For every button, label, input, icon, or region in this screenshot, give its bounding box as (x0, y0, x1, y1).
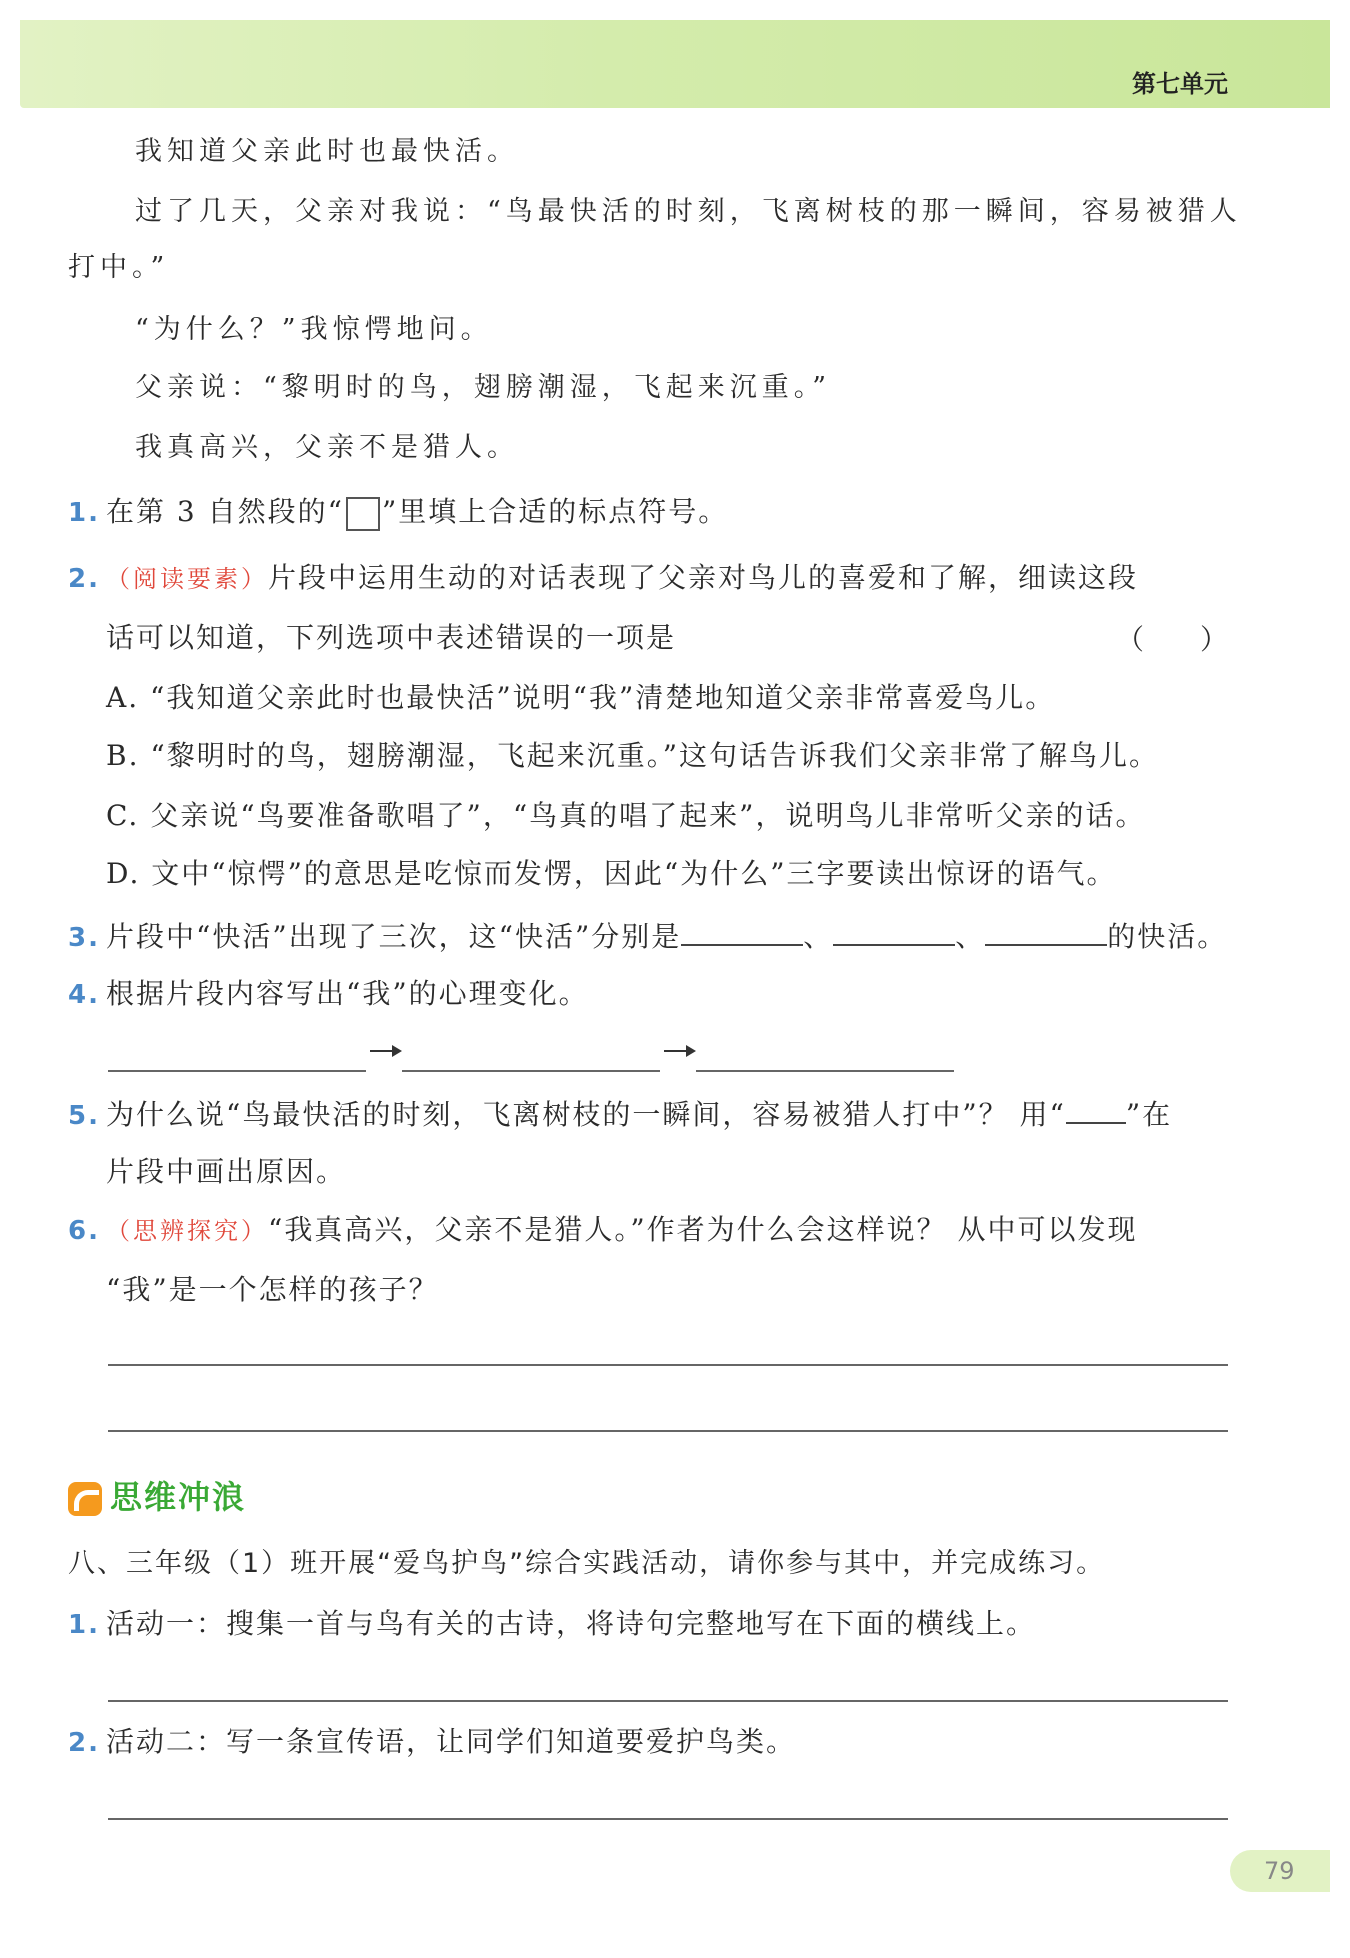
answer-blank[interactable] (681, 914, 803, 946)
separator: 、 (803, 920, 834, 953)
passage-line: 我真高兴，父亲不是猎人。 (135, 432, 519, 463)
punctuation-box[interactable] (346, 497, 380, 531)
question-3 (68, 914, 1227, 958)
answer-line[interactable] (108, 1430, 1228, 1432)
passage-line: 我知道父亲此时也最快活。 (135, 136, 519, 167)
option-a: A. “我知道父亲此时也最快活”说明“我”清楚地知道父亲非常喜爱鸟儿。 (106, 681, 1056, 714)
arrow-right-icon (664, 1050, 692, 1052)
activity-2 (68, 1722, 796, 1763)
question-number: 3. (68, 923, 100, 953)
answer-line[interactable] (108, 1070, 366, 1072)
activity-1 (68, 1604, 1036, 1645)
question-number: 6. (68, 1216, 100, 1246)
question-tag: （思辨探究） (106, 1217, 268, 1245)
question-4 (68, 974, 589, 1015)
question-text: 片段中运用生动的对话表现了父亲对鸟儿的喜爱和了解，细读这段 (268, 561, 1139, 594)
page-number: 79 (1230, 1850, 1330, 1892)
section-title-text: 思维冲浪 (110, 1478, 247, 1516)
question-number: 2. (68, 1728, 100, 1758)
answer-line[interactable] (402, 1070, 660, 1072)
passage-line: 打中。” (68, 252, 170, 283)
question-1 (68, 492, 728, 533)
question-6 (68, 1210, 1138, 1251)
question-text: “我真高兴，父亲不是猎人。”作者为什么会这样说？ 从中可以发现 (268, 1213, 1138, 1246)
option-d: D. 文中“惊愕”的意思是吃惊而发愣，因此“为什么”三字要读出惊讶的语气。 (106, 857, 1117, 890)
answer-blank[interactable] (833, 914, 955, 946)
question-8-title: 八、三年级（1）班开展“爱鸟护鸟”综合实践活动，请你参与其中，并完成练习。 (68, 1548, 1106, 1579)
question-6-line2: “我”是一个怎样的孩子？ (106, 1273, 439, 1306)
section-title (68, 1472, 246, 1518)
passage-line: “为什么？”我惊愕地问。 (135, 314, 493, 345)
answer-line[interactable] (108, 1364, 1228, 1366)
question-text: 片段中“快活”出现了三次，这“快活”分别是 (106, 920, 682, 953)
answer-parentheses[interactable]: （ ） (1115, 623, 1228, 656)
question-5-line2: 片段中画出原因。 (106, 1155, 347, 1188)
question-number: 2. (68, 564, 100, 594)
answer-line[interactable] (108, 1700, 1228, 1702)
question-text: 根据片段内容写出“我”的心理变化。 (106, 977, 589, 1010)
question-tag: （阅读要素） (106, 565, 268, 593)
option-c: C. 父亲说“鸟要准备歌唱了”，“鸟真的唱了起来”，说明鸟儿非常听父亲的话。 (106, 799, 1146, 832)
passage-line: 父亲说：“黎明时的鸟，翅膀潮湿，飞起来沉重。” (135, 372, 832, 403)
question-text: ”里填上合适的标点符号。 (381, 495, 729, 528)
passage-line: 过了几天，父亲对我说：“鸟最快活的时刻，飞离树枝的那一瞬间，容易被猎人 (135, 196, 1242, 227)
question-text: ”在 (1125, 1098, 1173, 1131)
arrow-right-icon (370, 1050, 398, 1052)
question-text: 活动二：写一条宣传语，让同学们知道要爱护鸟类。 (106, 1725, 797, 1758)
question-number: 1. (68, 1610, 100, 1640)
question-text: 的快活。 (1107, 920, 1228, 953)
question-2-line2: 话可以知道，下列选项中表述错误的一项是 (106, 621, 677, 654)
question-5 (68, 1092, 1172, 1136)
question-text: 在第 3 自然段的“ (106, 495, 344, 528)
answer-blank[interactable] (985, 914, 1107, 946)
answer-line[interactable] (108, 1818, 1228, 1820)
question-2 (68, 558, 1138, 599)
question-number: 1. (68, 498, 100, 528)
question-number: 4. (68, 980, 100, 1010)
option-b: B. “黎明时的鸟，翅膀潮湿，飞起来沉重。”这句话告诉我们父亲非常了解鸟儿。 (106, 739, 1160, 772)
question-text: 为什么说“鸟最快活的时刻，飞离树枝的一瞬间，容易被猎人打中”？ 用“ (106, 1098, 1066, 1131)
underline-symbol (1066, 1092, 1126, 1124)
separator: 、 (955, 920, 986, 953)
answer-line[interactable] (696, 1070, 954, 1072)
question-text: 活动一：搜集一首与鸟有关的古诗，将诗句完整地写在下面的横线上。 (106, 1607, 1037, 1640)
wave-icon (68, 1482, 102, 1516)
unit-label: 第七单元 (1132, 70, 1228, 98)
question-number: 5. (68, 1101, 100, 1131)
